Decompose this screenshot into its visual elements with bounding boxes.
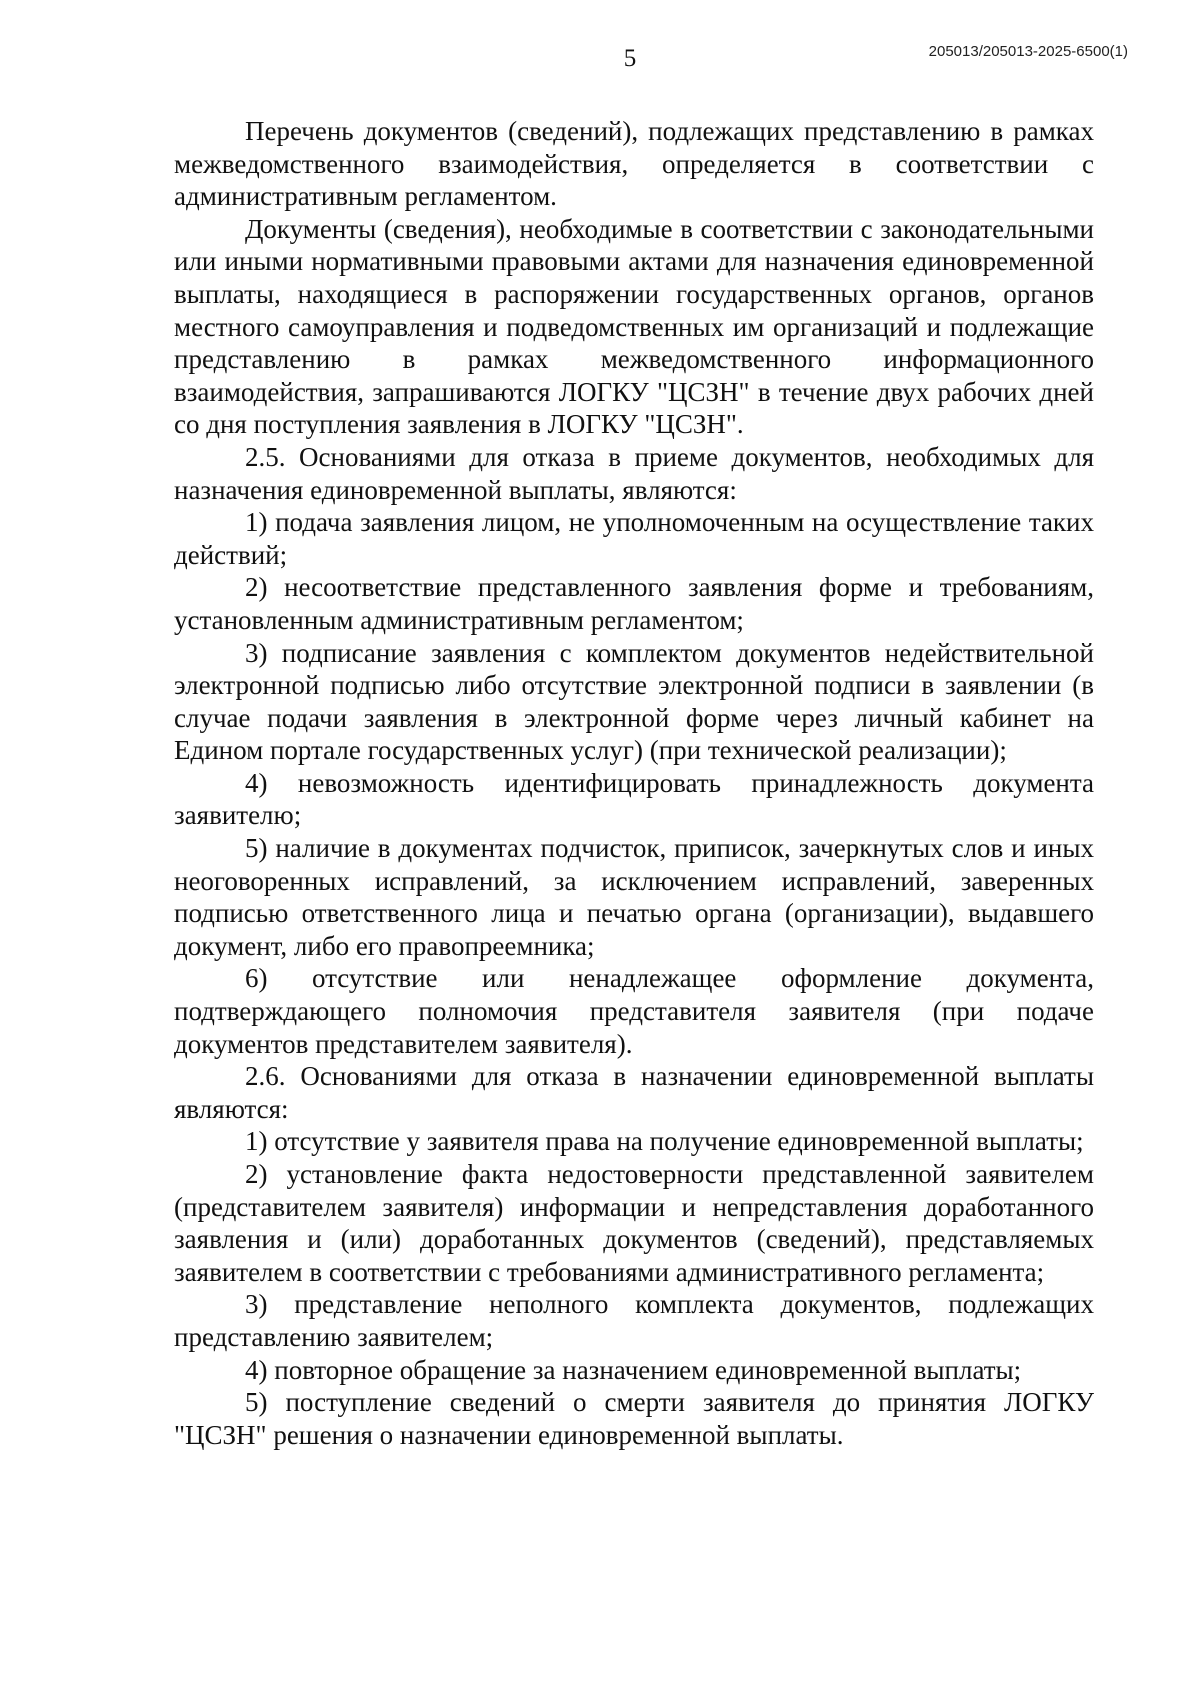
page-number: 5 — [623, 45, 637, 72]
paragraph-section-2-5: 2.5. Основаниями для отказа в приеме документов, необходимых для назначения единовременной выплаты, являются: — [174, 441, 1094, 505]
list-item-2-6-3: 3) представление неполного комплекта документов, подлежащих представлению заявителем; — [174, 1289, 1094, 1352]
list-item-2-5-3: 3) подписание заявления с комплектом документов недействительной электронной подписью либо отсутствие электронной подписи в заявлении (в случае подачи заявления в электронной форме через личный кабинет на Едином портале государственных услуг) (при технической реализации); — [174, 637, 1094, 766]
list-item-2-6-2: 2) установление факта недостоверности представленной заявителем (представителем заявителя) информации и непредставления доработанного заявления и (или) доработанных документов (сведений), представляемых заявителем в соответствии с требованиями административного регламента; — [174, 1159, 1094, 1287]
list-item-2-5-4: 4) невозможность идентифицировать принадлежность документа заявителю; — [174, 767, 1094, 831]
document-id: 205013/205013-2025-6500(1) — [928, 43, 1128, 60]
list-item-2-6-5: 5) поступление сведений о смерти заявителя до принятия ЛОГКУ "ЦСЗН" решения о назначении единовременной выплаты. — [174, 1387, 1094, 1450]
list-item-2-5-5: 5) наличие в документах подчисток, приписок, зачеркнутых слов и иных неоговоренных исправлений, за исключением исправлений, заверенных подписью ответственного лица и печатью органа (организации), выдавшего документ, либо его правопреемника; — [174, 833, 1094, 961]
paragraph-documents-requested: Документы (сведения), необходимые в соответствии с законодательными или иными нормативными правовыми актами для назначения единовременной выплаты, находящиеся в распоряжении государственных органов, органов местного самоуправления и подведомственных им организаций и подлежащие представлению в рамках межведомственного информационного взаимодействия, запрашиваются ЛОГКУ "ЦСЗН" в течение двух рабочих дней со дня поступления заявления в ЛОГКУ "ЦСЗН". — [174, 213, 1094, 440]
document-body — [174, 115, 1094, 1451]
list-item-2-5-1: 1) подача заявления лицом, не уполномоченным на осуществление таких действий; — [174, 507, 1094, 570]
list-item-2-5-6: 6) отсутствие или ненадлежащее оформление документа, подтверждающего полномочия представителя заявителя (при подаче документов представителем заявителя). — [174, 963, 1094, 1059]
paragraph-section-2-6: 2.6. Основаниями для отказа в назначении единовременной выплаты являются: — [174, 1061, 1094, 1124]
list-item-2-6-4: 4) повторное обращение за назначением единовременной выплаты; — [245, 1354, 1022, 1385]
list-item-2-5-2: 2) несоответствие представленного заявления форме и требованиям, установленным административным регламентом; — [174, 572, 1094, 635]
list-item-2-6-1: 1) отсутствие у заявителя права на получение единовременной выплаты; — [245, 1126, 1084, 1157]
paragraph-interagency-documents-list: Перечень документов (сведений), подлежащих представлению в рамках межведомственного взаимодействия, определяется в соответствии с административным регламентом. — [174, 116, 1094, 212]
